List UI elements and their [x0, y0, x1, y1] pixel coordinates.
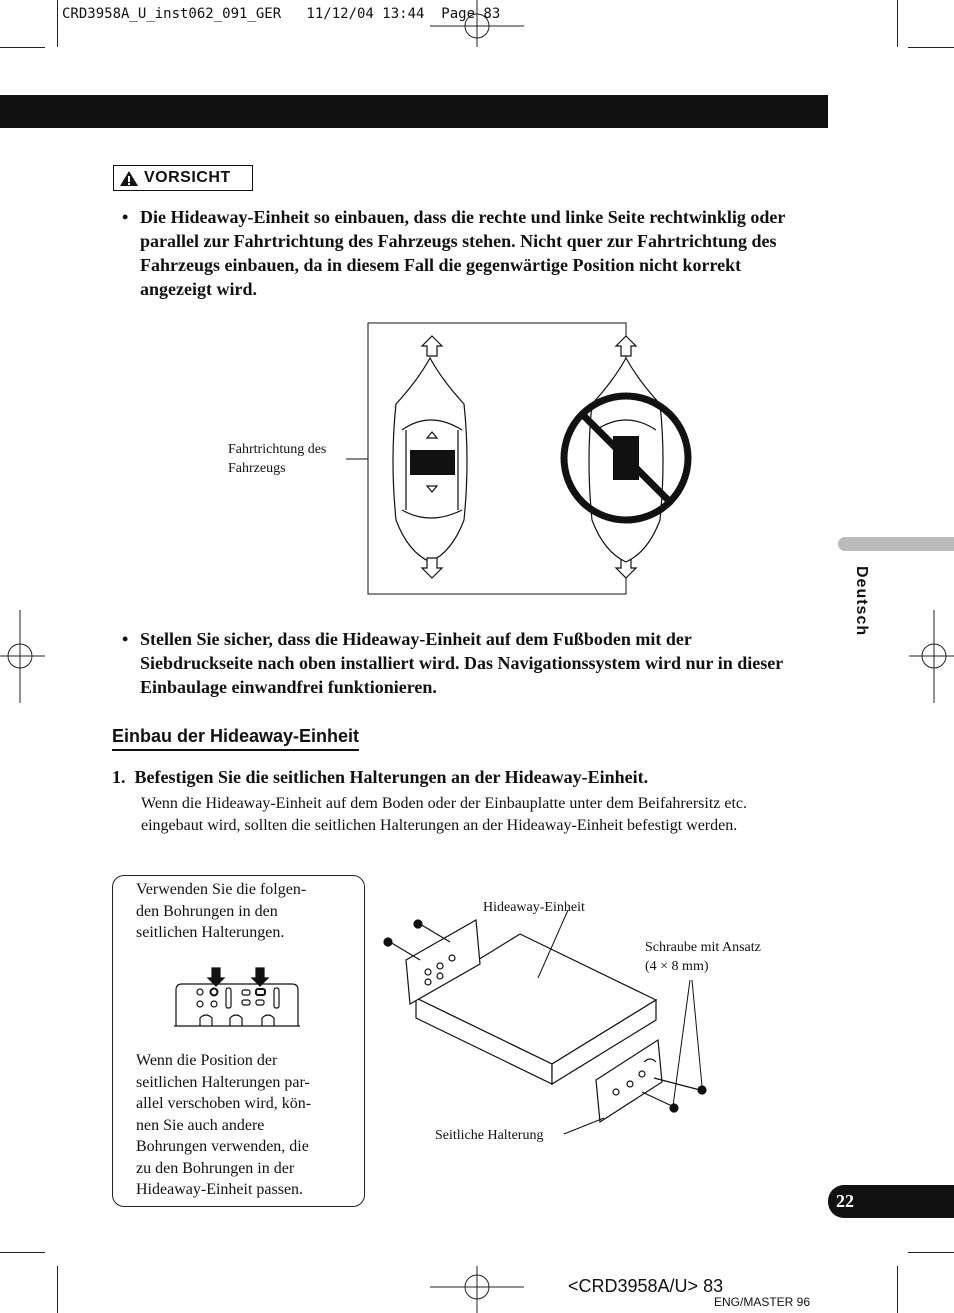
bullet-dot: •: [122, 207, 129, 227]
direction-label-line: Fahrzeugs: [228, 461, 286, 476]
side-tab: [838, 537, 954, 551]
direction-label-line: Fahrtrichtung des: [228, 442, 327, 457]
note-bottom: [136, 1050, 311, 1201]
caution-text: VORSICHT: [144, 169, 231, 186]
screw-label-line: (4 × 8 mm): [645, 959, 709, 974]
note-top: [136, 879, 306, 944]
note-line: allel verschoben wird, kön-: [136, 1095, 312, 1112]
note-line: Hideaway-Einheit passen.: [136, 1181, 304, 1198]
bracket-label: Seitliche Halterung: [435, 1128, 544, 1143]
note-line: den Bohrungen in den: [136, 902, 278, 920]
install-bullet: [122, 627, 802, 699]
note-line: nen Sie auch andere: [136, 1116, 265, 1134]
bullet-dot: •: [122, 629, 129, 649]
page-number: 22: [836, 1191, 854, 1211]
warning-triangle-icon: [114, 168, 144, 188]
bracket-holes-diagram: [172, 966, 302, 1030]
note-line: zu den Bohrungen in der: [136, 1159, 295, 1177]
unit-correct: [410, 450, 455, 475]
note-line: Wenn die Position der: [136, 1052, 278, 1069]
section-heading: Einbau der Hideaway-Einheit: [112, 726, 359, 751]
note-line: Verwenden Sie die folgen-: [136, 881, 307, 898]
footer-code: <CRD3958A/U> 83: [568, 1276, 724, 1296]
note-line: seitlichen Halterungen par-: [136, 1073, 310, 1091]
screw-label-line: Schraube mit Ansatz: [645, 940, 761, 955]
footer-master: ENG/MASTER 96: [714, 1295, 811, 1309]
header-bar: [0, 95, 828, 128]
caution-label: [113, 165, 253, 191]
bullet-text: Die Hideaway-Einheit so einbauen, dass die rechte und linke Seite rechtwinklig oder parallel zur Fahrtrichtung des Fahrzeugs stehen. Nicht quer zur Fahrtrichtung des Fahrzeugs einbauen, da in diesem Fall die gegenwärtige Position nicht korrekt angezeigt wird.: [140, 207, 786, 299]
step-title: 1. Befestigen Sie die seitlichen Halterungen an der Hideaway-Einheit.: [112, 767, 649, 787]
note-line: seitlichen Halterungen.: [136, 924, 285, 941]
exploded-assembly-diagram: [380, 910, 720, 1150]
bullet-text: Stellen Sie sicher, dass die Hideaway-Einheit auf dem Fußboden mit der Siebdruckseite nach oben installiert wird. Das Navigationssystem wird nur in dieser Einbaulage einwandfrei funktionieren.: [140, 629, 783, 697]
page-number-tab: [828, 1185, 954, 1218]
note-line: Bohrungen verwenden, die: [136, 1138, 309, 1155]
language-tab-label: Deutsch: [853, 566, 870, 637]
print-slug: CRD3958A_U_inst062_091_GER 11/12/04 13:44 Page 83: [62, 6, 501, 22]
caution-bullet: [122, 205, 802, 301]
unit-label: Hideaway-Einheit: [483, 900, 585, 915]
orientation-diagram: [340, 320, 700, 600]
direction-label: [228, 440, 326, 478]
step-body: Wenn die Hideaway-Einheit auf dem Boden oder der Einbauplatte unter dem Beifahrersitz etc. eingebaut wird, sollten die seitlichen Halterungen an der Hideaway-Einheit befestigt werden.: [141, 795, 748, 834]
